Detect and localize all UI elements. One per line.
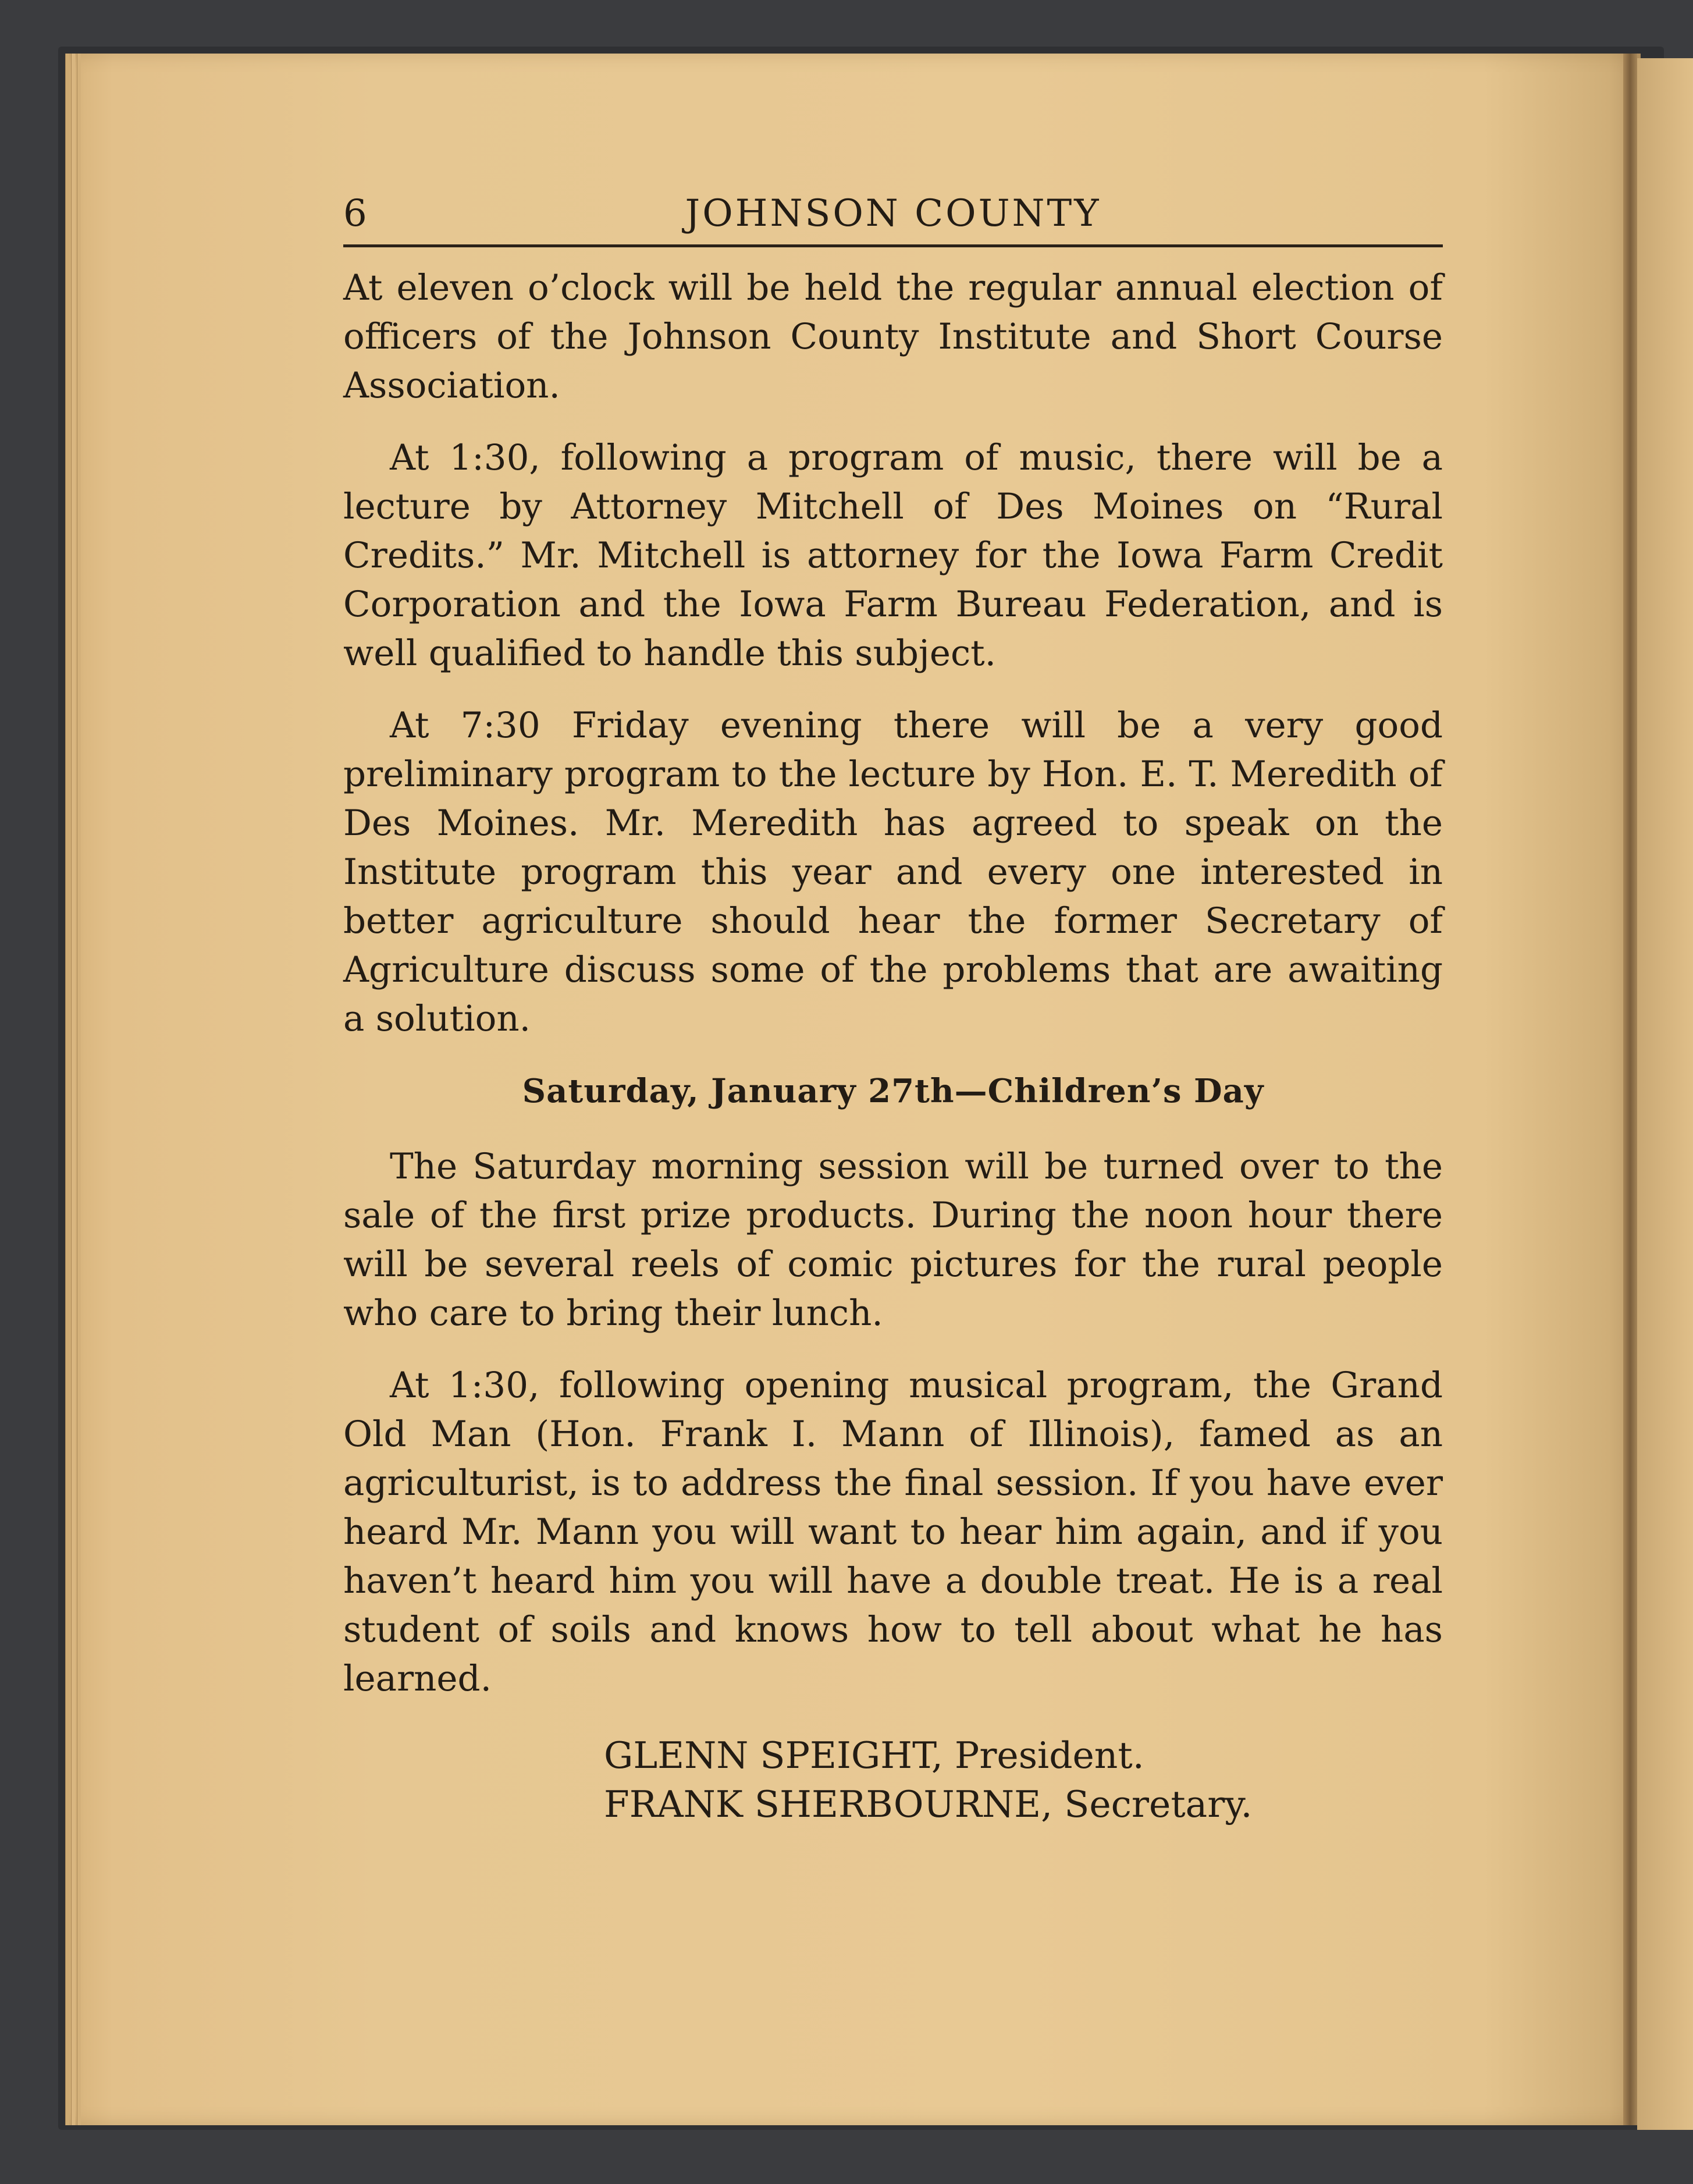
body-text [343,264,1443,1703]
page-number: 6 [343,192,368,235]
header-title: JOHNSON COUNTY [685,192,1101,235]
page-edge [71,54,75,2125]
paragraph-mitchell-lecture: At 1:30, following a program of music, there will be a lecture by Attorney Mitchell of Des Moines on “Rural Credits.” Mr. Mitchell is attorney for the Iowa Farm Credit Corporation and the Iowa Farm Bureau Federation, and is well qualified to handle this subject. [343,437,1443,674]
page-edge [77,54,81,2125]
running-head [343,186,1443,247]
paragraph-saturday-morning: The Saturday morning session will be turned over to the sale of the first prize products. During the noon hour there will be several reels of comic pictures for the rural people who care to bring their lunch. [343,1146,1443,1334]
page-content [343,186,1443,1829]
signature-secretary: FRANK SHERBOURNE, Secretary. [604,1783,1253,1826]
paragraph-meredith-lecture: At 7:30 Friday evening there will be a very good preliminary program to the lecture by Hon. E. T. Meredith of Des Moines. Mr. Meredith has agreed to speak on the Institute program this year and every one interested in better agriculture should hear the former Secretary of Agriculture discuss some of the problems that are awaiting a solution. [343,705,1443,1039]
signature-block [604,1731,1443,1829]
section-heading: Saturday, January 27th—Children’s Day [522,1072,1264,1110]
facing-page-edge [1637,58,1693,2130]
page-edge [65,54,69,2125]
binding-gutter [1623,54,1637,2125]
paragraph-election: At eleven o’clock will be held the regular annual election of officers of the Johnson County Institute and Short Course Association. [343,267,1443,406]
signature-president: GLENN SPEIGHT, President. [604,1734,1144,1777]
paragraph-mann-address: At 1:30, following opening musical program, the Grand Old Man (Hon. Frank I. Mann of Illinois), famed as an agriculturist, is to address the final session. If you have ever heard Mr. Mann you will want to hear him again, and if you haven’t heard him you will have a double treat. He is a real student of soils and knows how to tell about what he has learned. [343,1365,1443,1699]
